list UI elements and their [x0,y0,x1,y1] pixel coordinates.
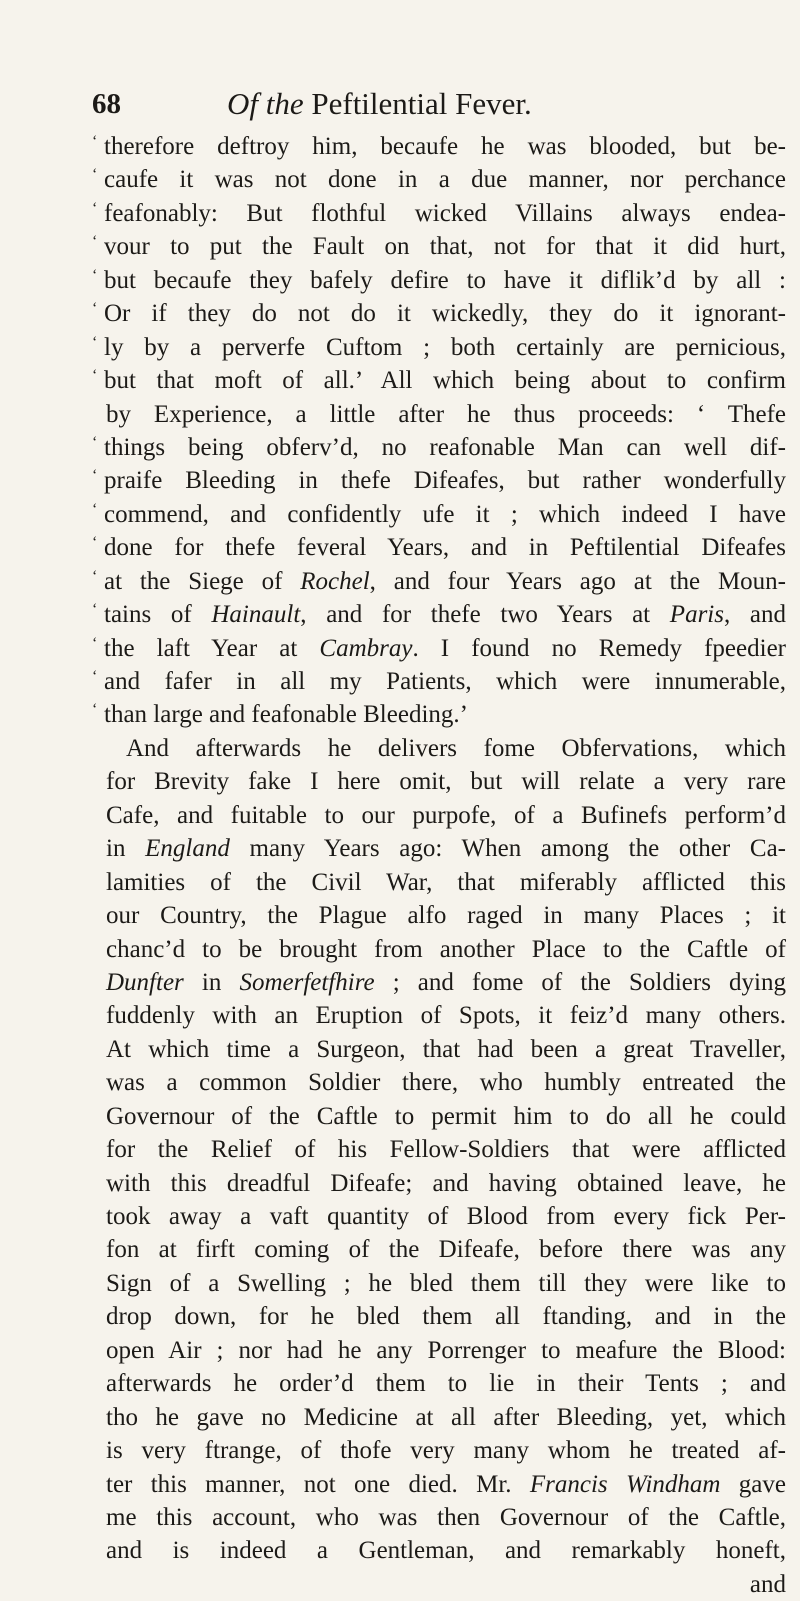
quote-mark: ‘ [92,567,98,585]
line-text: therefore deftroy him, becaufe he was blooded, but be- [104,133,786,160]
text-line [106,1334,786,1367]
line-text: and is indeed a Gentleman, and remarkably honeft, [106,1537,786,1565]
text-line [106,1434,786,1467]
line-text: , and four Years ago at the Moun- [369,567,786,595]
text-line [92,665,786,698]
text-line [106,1501,786,1534]
line-text: but that moft of all.’ All which being about to confirm [104,367,786,395]
text-line [106,966,786,999]
running-head-title: Peftilential Fever. [311,86,532,121]
line-text: open Air ; nor had he any Porrenger to meafure the Blood: [106,1336,786,1364]
text-line [106,1100,786,1133]
running-head-prefix: Of the [227,86,304,121]
line-text: , and for thefe two Years at [300,601,670,629]
text-line [106,1568,786,1601]
line-text: for Brevity fake I here omit, but will relate a very rare [106,768,786,796]
italic-text: Hainault [211,601,301,629]
line-text: our Country, the Plague alfo raged in many Places ; it [106,902,786,930]
text-line [106,866,786,899]
quote-mark: ‘ [92,701,98,719]
quote-mark: ‘ [92,233,98,251]
running-head [227,86,532,122]
text-line [106,832,786,865]
line-text: praife Bleeding in thefe Difeafes, but rather wonderfully [104,467,786,495]
text-line [106,1133,786,1166]
text-line [92,163,786,196]
page-number: 68 [92,88,121,120]
line-text: gave [720,1470,786,1498]
line-text: ; and fome of the Soldiers dying [374,968,786,996]
quote-mark: ‘ [92,534,98,552]
line-text: by Experience, a little after he thus proceeds: ‘ Thefe [106,400,786,428]
italic-text: Somerfetfhire [239,968,375,996]
line-text: at the Siege of [104,567,301,595]
line-text: was a common Soldier there, who humbly entreated the [106,1069,786,1097]
body-text [92,130,786,1601]
line-text: and fafer in all my Patients, which were innumerable, [104,668,786,695]
text-line [106,799,786,832]
line-text: tho he gave no Medicine at all after Bleeding, yet, which [106,1403,786,1431]
line-text: for the Relief of his Fellow-Soldiers that were afflicted [106,1136,786,1164]
text-line [92,565,786,598]
text-line [106,398,786,431]
text-line [106,933,786,966]
line-text: took away a vaft quantity of Blood from every fick Per- [106,1203,786,1230]
text-line [106,1534,786,1567]
quote-mark: ‘ [92,634,98,652]
line-text: many Years ago: When among the other Ca- [229,835,786,863]
line-text: ly by a perverfe Cuftom ; both certainly are pernicious, [104,333,786,361]
line-text: vour to put the Fault on that, not for that it did hurt, [104,233,786,261]
text-line [92,531,786,564]
text-line [92,331,786,364]
line-text: tains of [104,601,212,629]
italic-text: Dunfter [106,968,184,996]
quote-mark: ‘ [92,166,98,184]
line-text: with this dreadful Difeafe; and having obtained leave, he [106,1169,786,1197]
text-line [92,230,786,263]
line-text: commend, and confidently ufe it ; which indeed I have [104,500,786,528]
line-text: At which time a Surgeon, that had been a great Traveller, [106,1035,786,1063]
quote-mark: ‘ [92,500,98,518]
text-line [92,632,786,665]
italic-text: England [145,835,230,863]
text-line [106,1468,786,1501]
line-text: in [183,968,240,996]
line-text: lamities of the Civil War, that miferably afflicted this [106,868,786,896]
text-line [106,1233,786,1266]
line-text: the laft Year at [104,634,320,662]
line-text: and [749,1570,786,1598]
text-line [92,130,786,163]
text-line [92,264,786,297]
text-line [106,1300,786,1333]
quote-mark: ‘ [92,467,98,485]
text-line [92,464,786,497]
text-line [106,1066,786,1099]
line-text: fon at firft coming of the Difeafe, before there was any [106,1236,786,1264]
text-line [106,1200,786,1233]
text-line [92,431,786,464]
page-header [92,86,772,126]
text-line [106,1267,786,1300]
italic-text: Paris [669,601,724,629]
line-text: in [106,835,146,863]
line-text: drop down, for he bled them all ftanding, and in the [106,1303,786,1331]
line-text: , and [723,601,786,629]
line-text: than large and feafonable Bleeding.’ [104,701,468,729]
line-text: fuddenly with an Eruption of Spots, it feiz’d many others. [106,1002,786,1030]
text-line [92,598,786,631]
italic-text: Rochel [300,567,370,595]
quote-mark: ‘ [92,601,98,619]
quote-mark: ‘ [92,199,98,217]
text-line [106,1367,786,1400]
quote-mark: ‘ [92,300,98,318]
text-line [106,1033,786,1066]
line-text: feafonably: But flothful wicked Villains always endea- [104,199,786,227]
line-text: done for thefe feveral Years, and in Peftilential Difeafes [104,534,786,562]
italic-text: Cambray [319,634,413,662]
text-line [106,765,786,798]
quote-mark: ‘ [92,266,98,284]
line-text: Sign of a Swelling ; he bled them till they were like to [106,1269,786,1297]
text-line [106,1401,786,1434]
text-line [92,698,786,731]
text-line [106,899,786,932]
text-line [106,999,786,1032]
italic-text: Francis Windham [529,1470,721,1498]
line-text: Cafe, and fuitable to our purpofe, of a Bufinefs perform’d [106,801,786,829]
line-text: afterwards he order’d them to lie in their Tents ; and [106,1370,786,1398]
line-text: . I found no Remedy fpeedier [412,634,786,662]
quote-mark: ‘ [92,133,98,150]
line-text: caufe it was not done in a due manner, nor perchance [104,166,786,194]
quote-mark: ‘ [92,367,98,385]
line-text: is very ftrange, of thofe very many whom he treated af- [106,1437,786,1465]
text-line [92,297,786,330]
quote-mark: ‘ [92,433,98,451]
text-line [106,1167,786,1200]
text-line [92,364,786,397]
text-line [92,498,786,531]
line-text: me this account, who was then Governour of the Caftle, [106,1503,786,1531]
line-text: things being obferv’d, no reafonable Man can well dif- [104,433,786,461]
line-text: Governour of the Caftle to permit him to do all he could [106,1102,786,1130]
text-line [92,197,786,230]
line-text: but becaufe they bafely defire to have it diflik’d by all : [104,266,786,294]
line-text: ter this manner, not one died. Mr. [106,1470,530,1498]
line-text: chanc’d to be brought from another Place to the Caftle of [106,935,786,963]
quote-mark: ‘ [92,333,98,351]
quote-mark: ‘ [92,668,98,685]
line-text: Or if they do not do it wickedly, they do it ignorant- [104,300,786,328]
line-text: And afterwards he delivers fome Obfervations, which [126,734,786,762]
text-line [106,732,786,765]
